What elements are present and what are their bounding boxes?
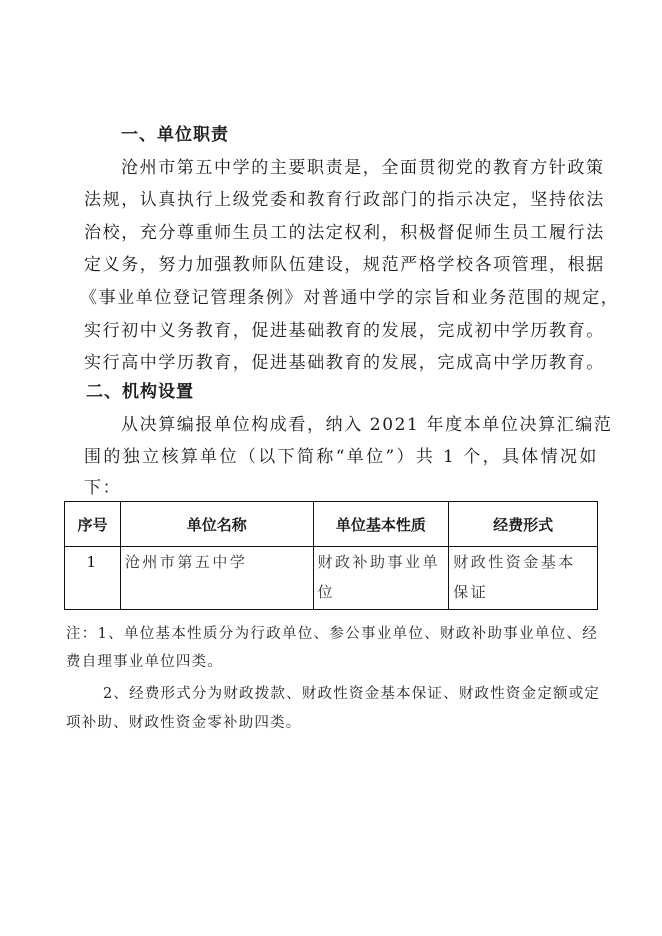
header-index: 序号	[65, 502, 121, 547]
paragraph-line: 治校，充分尊重师生员工的法定权利，积极督促师生员工履行法	[84, 223, 605, 243]
paragraph-line: 从决算编报单位构成看，纳入 2021 年度本单位决算汇编范	[121, 415, 613, 435]
table-header-row	[65, 502, 598, 547]
note-line: 项补助、财政性资金零补助四类。	[66, 715, 302, 731]
paragraph-line: 实行初中义务教育，促进基础教育的发展，完成初中学历教育。	[84, 321, 605, 341]
paragraph-line: 实行高中学历教育，促进基础教育的发展，完成高中学历教育。	[84, 353, 605, 373]
section-heading: 一、单位职责	[121, 125, 229, 145]
header-unit-nature: 单位基本性质	[313, 502, 449, 547]
paragraph-line: 围的独立核算单位（以下简称“单位”）共 1 个，具体情况如	[84, 447, 598, 467]
unit-table	[64, 501, 598, 610]
cell-unit-nature: 财政补助事业单位	[313, 547, 449, 610]
paragraph-line: 法规，认真执行上级党委和教育行政部门的指示决定，坚持依法	[84, 190, 605, 210]
cell-funding-form: 财政性资金基本保证	[449, 547, 598, 610]
header-funding-form: 经费形式	[449, 502, 598, 547]
note-line: 注：1、单位基本性质分为行政单位、参公事业单位、财政补助事业单位、经	[66, 626, 598, 642]
cell-index: 1	[65, 547, 121, 610]
table-row	[65, 547, 598, 610]
paragraph-line: 下：	[84, 478, 122, 498]
note-line: 2、经费形式分为财政拨款、财政性资金基本保证、财政性资金定额或定	[103, 686, 601, 702]
section-heading: 二、机构设置	[86, 382, 194, 402]
paragraph-line: 定义务，努力加强教师队伍建设，规范严格学校各项管理，根据	[84, 255, 605, 275]
paragraph-line: 《事业单位登记管理条例》对普通中学的宗旨和业务范围的规定，	[80, 288, 620, 308]
paragraph-line: 沧州市第五中学的主要职责是，全面贯彻党的教育方针政策	[121, 158, 605, 178]
header-unit-name: 单位名称	[120, 502, 313, 547]
note-line: 费自理事业单位四类。	[66, 654, 223, 670]
cell-unit-name: 沧州市第五中学	[120, 547, 313, 610]
